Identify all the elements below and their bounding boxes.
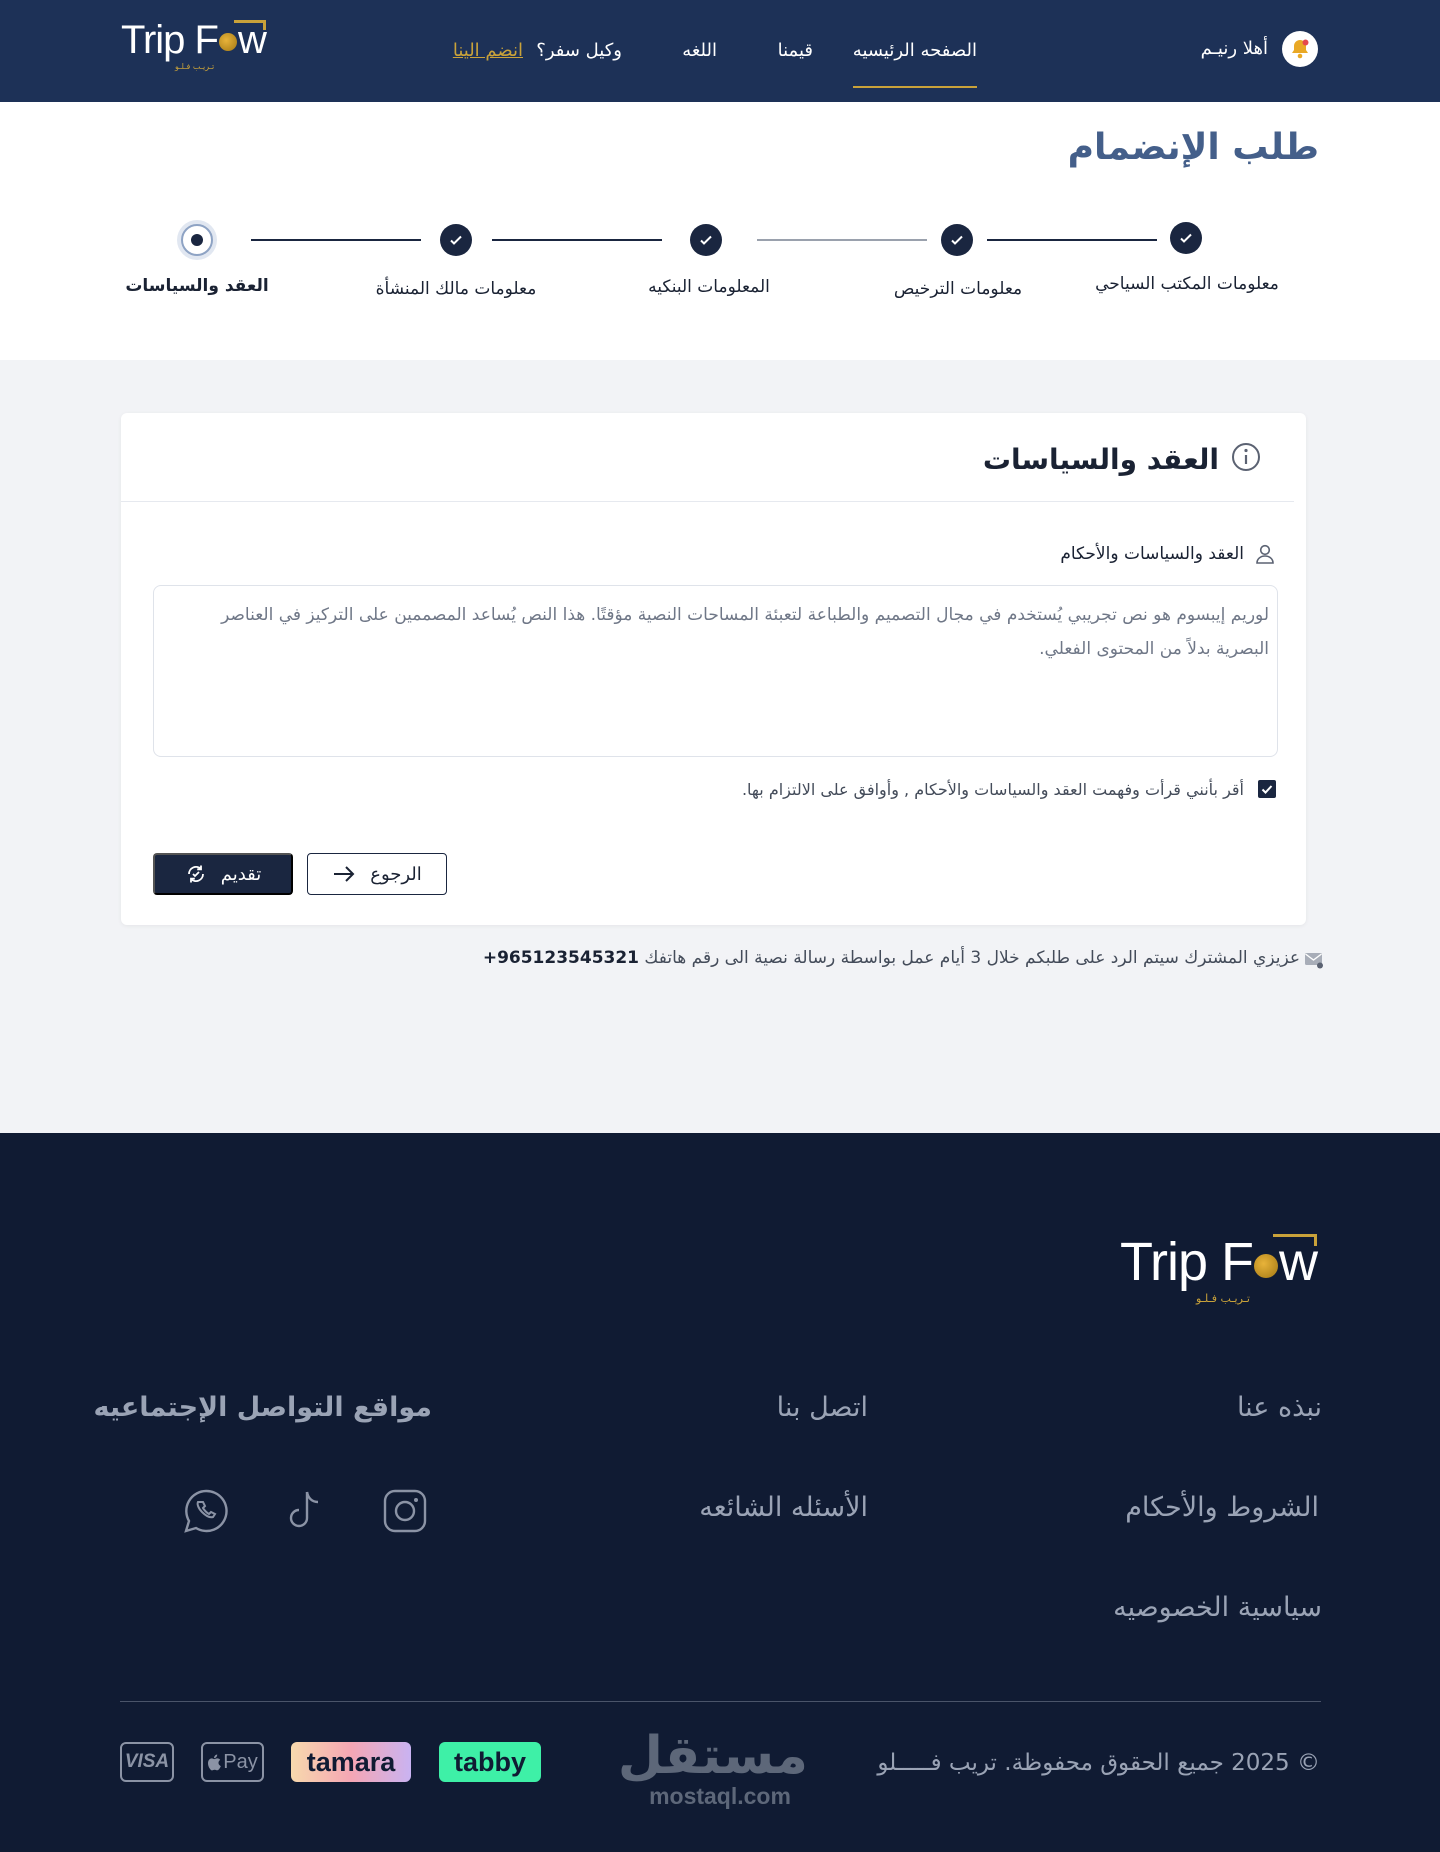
footer-about-link[interactable]: نبذه عنا	[1236, 1392, 1322, 1423]
apple-icon	[207, 1754, 221, 1771]
check-icon	[1178, 230, 1194, 246]
user-greeting[interactable]: أهلا رنيـم	[1200, 38, 1268, 59]
tabby-label: tabby	[453, 1746, 526, 1777]
footer-logo-subtitle: تـريـب فـلـو	[1196, 1292, 1250, 1305]
agree-label[interactable]: أقر بأنني قرأت وفهمت العقد والسياسات والأحكام , وأوافق على الالتزام بها.	[741, 780, 1244, 799]
applepay-badge	[201, 1742, 264, 1782]
sms-notice	[483, 948, 1300, 968]
agree-checkbox[interactable]	[1258, 780, 1276, 798]
step-1-circle[interactable]	[1170, 222, 1202, 254]
step-connector	[757, 239, 927, 241]
back-label: الرجوع	[370, 863, 422, 884]
page-title: طلب الإنضمام	[1067, 127, 1319, 168]
card-title: العقد والسياسات	[982, 443, 1219, 476]
step-5-circle[interactable]	[181, 224, 213, 256]
watermark-ar: مستقل	[617, 1726, 808, 1786]
header-logo[interactable]	[121, 18, 266, 71]
notice-text: عزيزي المشترك سيتم الرد على طلبكم خلال 3 أيام عمل بواسطة رسالة نصية الى رقم هاتفك	[644, 948, 1300, 968]
watermark-en: mostaql.com	[649, 1783, 791, 1809]
check-icon	[949, 232, 965, 248]
copyright-text: © 2025 جميع الحقوق محفوظة. تريب فـــــلو	[877, 1750, 1320, 1776]
submit-label: تقديم	[220, 863, 262, 885]
step-connector	[987, 239, 1157, 241]
checkmark-icon	[1260, 782, 1274, 796]
current-step-dot-icon	[191, 234, 203, 246]
nav-home[interactable]: الصفحه الرئيسيه	[852, 40, 977, 61]
logo-corner-icon	[234, 20, 266, 30]
notice-phone: +965123545321	[482, 948, 640, 968]
terms-field-label: العقد والسياسات والأحكام	[1060, 544, 1244, 564]
step-3-circle[interactable]	[690, 224, 722, 256]
tabby-badge	[439, 1742, 541, 1782]
terms-textarea[interactable]: لوريم إيبسوم هو نص تجريبي يُستخدم في مجال التصميم والطباعة لتعبئة المساحات النصية مؤقتًا. هذا النص يُساعد المصممين على التركيز في العناصر البصرية بدلاً من المحتوى الفعلي.	[153, 585, 1278, 757]
check-icon	[698, 232, 714, 248]
nav-agent-question: وكيل سفر؟	[536, 40, 622, 61]
tamara-badge	[291, 1742, 411, 1782]
footer-privacy-link[interactable]: سياسية الخصوصيه	[1113, 1592, 1322, 1623]
submit-button[interactable]	[153, 853, 293, 895]
footer-logo-text-end: w	[1278, 1232, 1317, 1292]
step-4-circle[interactable]	[440, 224, 472, 256]
step-2-circle[interactable]	[941, 224, 973, 256]
nav-language[interactable]: اللغه	[682, 40, 717, 61]
footer-social-heading: مواقع التواصل الإجتماعيه	[93, 1392, 432, 1423]
check-icon	[448, 232, 464, 248]
logo-text-end: w	[237, 18, 266, 62]
step-label: المعلومات البنكيه	[648, 277, 770, 297]
footer-terms-link[interactable]: الشروط والأحكام	[1125, 1492, 1319, 1523]
step-label: معلومات مالك المنشأة	[375, 279, 537, 299]
footer-divider	[120, 1701, 1321, 1702]
user-icon	[1254, 543, 1276, 565]
join-us-link[interactable]: انضم الينا	[452, 40, 523, 61]
logo-corner-icon	[1273, 1234, 1317, 1246]
mostaql-watermark	[617, 1726, 808, 1809]
globe-icon	[1254, 1254, 1278, 1278]
globe-icon	[219, 33, 237, 51]
nav-values[interactable]: قيمنا	[777, 40, 813, 61]
info-icon	[1230, 441, 1262, 473]
tiktok-icon[interactable]	[283, 1488, 329, 1534]
step-connector	[492, 239, 662, 241]
step-label: معلومات الترخيص	[893, 279, 1023, 299]
logo-subtitle: تـريـب فـلـو	[175, 62, 215, 71]
instagram-icon[interactable]	[382, 1488, 428, 1534]
card-header	[121, 413, 1294, 502]
top-navbar	[0, 0, 1440, 102]
footer-logo-text: Trip F	[1120, 1232, 1253, 1292]
refresh-check-icon	[185, 863, 207, 885]
applepay-label: Pay	[223, 1750, 258, 1773]
step-label: معلومات المكتب السياحي	[1095, 274, 1279, 294]
mail-icon	[1304, 951, 1324, 969]
footer-contact-link[interactable]: اتصل بنا	[776, 1392, 868, 1423]
logo-text: Trip F	[121, 18, 218, 62]
contract-card	[121, 413, 1306, 925]
step-connector	[251, 239, 421, 241]
visa-badge	[120, 1742, 174, 1782]
back-button[interactable]	[307, 853, 447, 895]
notification-bell-icon[interactable]	[1282, 31, 1318, 67]
tamara-label: tamara	[306, 1746, 396, 1777]
whatsapp-icon[interactable]	[183, 1488, 229, 1534]
footer-logo[interactable]	[1120, 1232, 1317, 1305]
arrow-right-icon	[332, 865, 356, 883]
footer-faq-link[interactable]: الأسئله الشائعه	[699, 1492, 868, 1523]
visa-label: VISA	[124, 1751, 170, 1772]
step-label-current: العقد والسياسات	[125, 276, 269, 296]
